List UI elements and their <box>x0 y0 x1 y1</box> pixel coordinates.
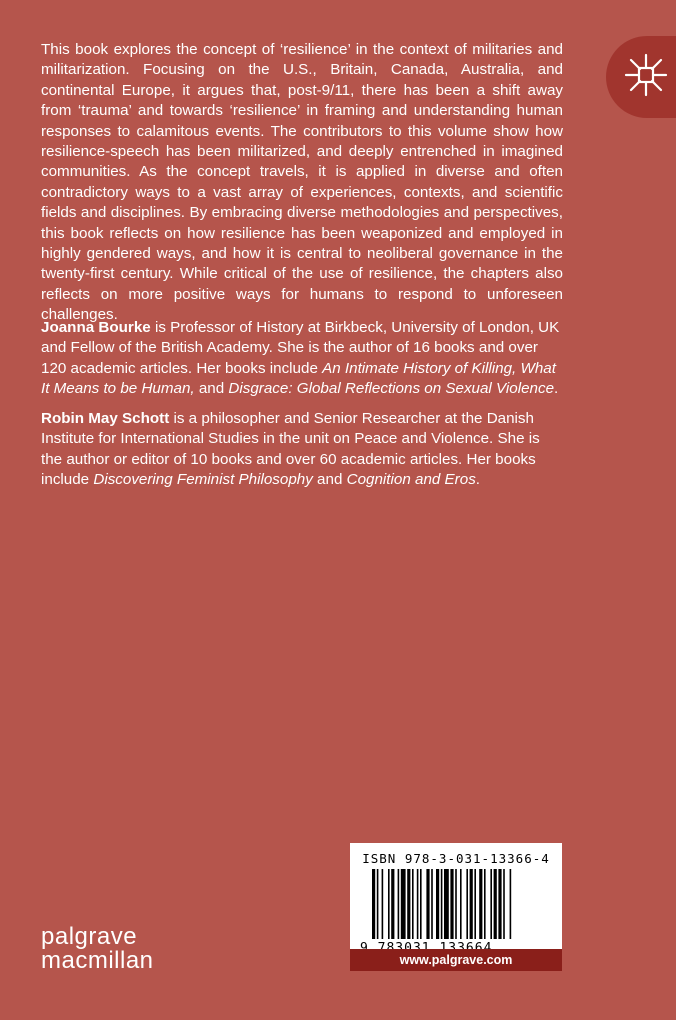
author-name: Joanna Bourke <box>41 319 151 336</box>
author-name: Robin May Schott <box>41 410 170 427</box>
book-title: Discovering Feminist Philosophy <box>93 471 313 489</box>
isbn-label: ISBN 978-3-031-13366-4 <box>362 851 550 866</box>
palgrave-logo-tab <box>606 36 676 118</box>
book-title: An Intimate History of Killing, What It Means to be Human, <box>41 359 556 398</box>
book-title: Disgrace: Global Reflections on Sexual Violence <box>228 380 555 398</box>
publisher-website[interactable]: www.palgrave.com <box>350 949 562 971</box>
barcode-bars <box>372 869 542 941</box>
palgrave-star-logo-icon <box>624 53 668 97</box>
book-title: Cognition and Eros <box>346 471 476 489</box>
publisher-logo-text: palgrave macmillan <box>41 923 154 974</box>
author-bio-schott: Robin May Schott is a philosopher and Senior Researcher at the Danish Institute for International Studies in the unit on Peace and Violence. She is the author or editor of 10 books and over 60 academic articles. Her books include Discovering Feminist Philosophy and Cognition and Eros. <box>41 410 540 489</box>
author-bio-bourke: Joanna Bourke is Professor of History at Birkbeck, University of London, UK and Fellow of the British Academy. She is the author of 16 books and over 120 academic articles. Her books include An Intimate History of Killing, What It Means to be Human, and Disgrace: Global Reflections on Sexual Violence. <box>41 319 560 398</box>
back-cover-blurb: This book explores the concept of ‘resilience’ in the context of militaries and militarization. Focusing on the U.S., Britain, Canada, Australia, and continental Europe, it argues that, post-9/11, there has been a shift away from ‘trauma’ and towards ‘resilience’ in framing and understanding human responses to calamitous events. The contributors to this volume show how resilience-speech has been militarized, and deeply entrenched in imagined communities. As the concept travels, it is applied in diverse and often contradictory ways to a vast array of experiences, contexts, and scientific fields and disciplines. By embracing diverse methodologies and perspectives, this book reflects on how resilience has been weaponized and employed in highly gendered ways, and how it is central to neoliberal governance in the twenty-first century. While critical of the use of resilience, the chapters also reflects on more positive ways for humans to respond to unforeseen challenges. <box>41 41 563 324</box>
